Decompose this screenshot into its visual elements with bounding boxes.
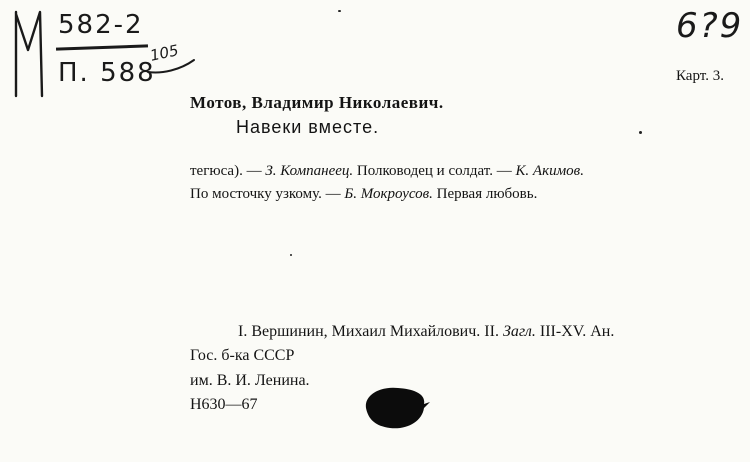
shelfmark-flourish [146,58,196,76]
shelfmark-line-2: П. 588 [58,58,156,88]
shelfmark-line-1: 582-2 [58,10,144,40]
tracings-segment: III-XV. Ан. [535,323,615,340]
contents-line-2-segment: Первая любовь. [432,186,538,202]
imprint-library: Гос. б-ка СССР [190,347,295,364]
imprint-code: Н630—67 [190,396,258,413]
ink-blot [360,382,432,432]
handwritten-number: 6?9 [676,6,744,46]
scan-speck [338,10,341,12]
contents-line-1 [190,163,584,180]
contents-line-1-segment: З. Компанеец. [265,163,354,179]
imprint-named-after: им. В. И. Ленина. [190,372,310,389]
handwritten-bracket-mark [12,8,48,100]
tracings-line [238,323,614,341]
tracings-segment: I. Вершинин, Михаил Михайлович. II. [238,323,503,340]
tracings-segment: Загл. [502,323,536,340]
contents-line-1-segment: тегюса). — [190,163,266,179]
scan-speck [639,131,642,134]
shelfmark-rule [56,44,148,50]
author-heading: Мотов, Владимир Николаевич. [190,93,444,112]
shelfmark-superscript: 105 [148,41,181,65]
contents-line-2-segment: По мосточку узкому. — [190,186,345,202]
work-title: Навеки вместе. [236,117,380,137]
card-number: Карт. 3. [676,68,724,84]
contents-line-2-segment: Б. Мокроусов. [344,186,433,202]
scan-speck [290,254,292,256]
contents-line-1-segment: К. Акимов. [515,163,584,179]
contents-line-1-segment: Полководец и солдат. — [353,163,516,179]
contents-line-2 [190,186,537,203]
